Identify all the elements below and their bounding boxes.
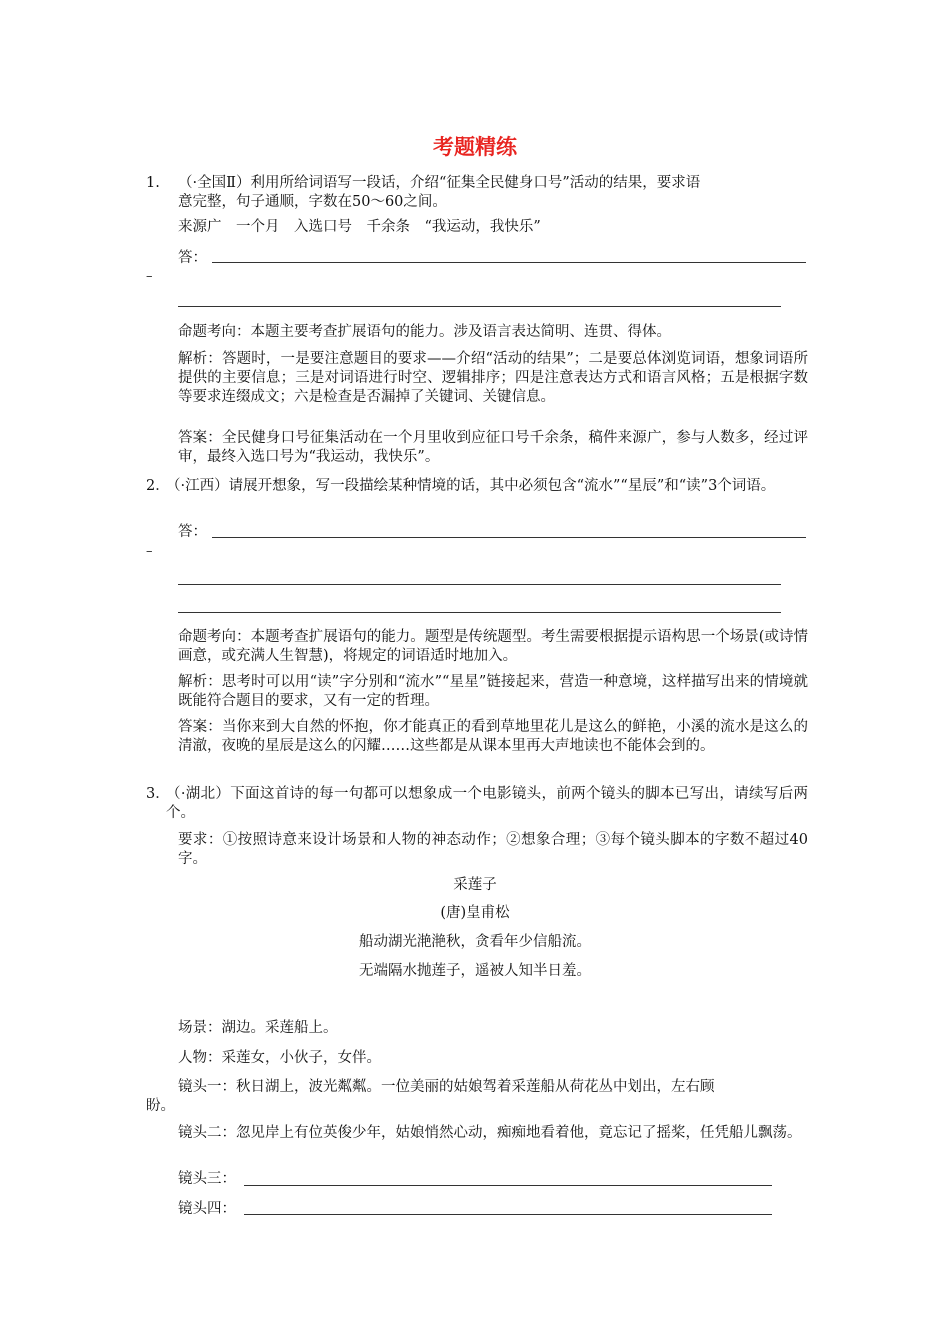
question-2-stem: （·江西）请展开想象，写一段描绘某种情境的话，其中必须包含“流水”“星辰”和“读”3个词语。 (166, 478, 776, 494)
page-title: 考题精练 (433, 135, 517, 159)
question-3-stem: （·湖北）下面这首诗的每一句都可以想象成一个电影镜头，前两个镜头的脚本已写出，请续写后两个。 (166, 786, 808, 821)
question-2-analysis: 解析：思考时可以用“读”字分别和“流水”“星星”链接起来，营造一种意境，这样描写出来的情境就既能符合题目的要求，又有一定的哲理。 (178, 674, 808, 709)
poem-title: 采莲子 (453, 877, 497, 893)
poem-author: (唐)皇甫松 (440, 905, 510, 921)
question-3-characters: 人物：采莲女，小伙子，女伴。 (178, 1050, 381, 1066)
question-2-dash: – (146, 544, 153, 559)
question-1-words: 来源广 一个月 入选口号 千余条 “我运动，我快乐” (178, 219, 541, 235)
question-1-number: 1. (146, 175, 160, 191)
question-3-shot-1-line1: 镜头一：秋日湖上，波光粼粼。一位美丽的姑娘驾着采莲船从荷花丛中划出，左右顾 (178, 1079, 715, 1095)
question-1-analysis: 解析：答题时，一是要注意题目的要求——介绍“活动的结果”；二是要总体浏览词语，想象词语所提供的主要信息；三是对词语进行时空、逻辑排序；四是注意表达方式和语言风格；五是根据字数等要求连缀成文；六是检查是否漏掉了关键词、关键信息。 (178, 351, 808, 405)
question-2-number: 2． (146, 478, 170, 494)
question-1-answer-label: 答： (178, 250, 207, 266)
question-3-shot-2: 镜头二：忽见岸上有位英俊少年，姑娘悄然心动，痴痴地看着他，竟忘记了摇桨，任凭船儿飘荡。 (178, 1125, 802, 1141)
question-3-shot-1-line2: 盼。 (146, 1098, 175, 1114)
question-2-intent: 命题考向：本题考查扩展语句的能力。题型是传统题型。考生需要根据提示语构思一个场景(或诗情画意，或充满人生智慧)，将规定的词语适时地加入。 (178, 629, 808, 664)
question-1-stem-line2: 意完整，句子通顺，字数在50～60之间。 (178, 194, 447, 210)
question-3-scene: 场景：湖边。采莲船上。 (178, 1020, 338, 1036)
question-3-shot-3-line[interactable] (244, 1185, 772, 1186)
question-2-answer-line-1[interactable] (212, 537, 806, 538)
question-3-shot-3-label: 镜头三： (178, 1171, 236, 1187)
question-1-answer: 答案：全民健身口号征集活动在一个月里收到应征口号千余条，稿件来源广，参与人数多，经过评审，最终入选口号为“我运动，我快乐”。 (178, 430, 808, 465)
question-1-stem-line1: （·全国Ⅱ）利用所给词语写一段话，介绍“征集全民健身口号”活动的结果，要求语 (178, 175, 701, 191)
question-1-answer-line-2[interactable] (178, 306, 781, 307)
question-1-answer-line-1[interactable] (212, 262, 806, 263)
question-2-answer-label: 答： (178, 524, 207, 540)
question-2-answer: 答案：当你来到大自然的怀抱，你才能真正的看到草地里花儿是这么的鲜艳，小溪的流水是这么的清澈，夜晚的星辰是这么的闪耀……这些都是从课本里再大声地读也不能体会到的。 (178, 719, 808, 754)
poem-line-1: 船动湖光滟滟秋，贪看年少信船流。 (359, 934, 591, 950)
question-2-answer-line-3[interactable] (178, 612, 781, 613)
question-3-shot-4-line[interactable] (244, 1214, 772, 1215)
poem-line-2: 无端隔水抛莲子，遥被人知半日羞。 (359, 963, 591, 979)
question-1-intent: 命题考向：本题主要考查扩展语句的能力。涉及语言表达简明、连贯、得体。 (178, 324, 671, 340)
question-1-dash: – (146, 269, 153, 284)
question-3-shot-4-label: 镜头四： (178, 1201, 236, 1217)
question-3-requirement: 要求：①按照诗意来设计场景和人物的神态动作；②想象合理；③每个镜头脚本的字数不超过40字。 (178, 832, 808, 867)
question-2-answer-line-2[interactable] (178, 584, 781, 585)
question-3-number: 3． (146, 786, 170, 802)
